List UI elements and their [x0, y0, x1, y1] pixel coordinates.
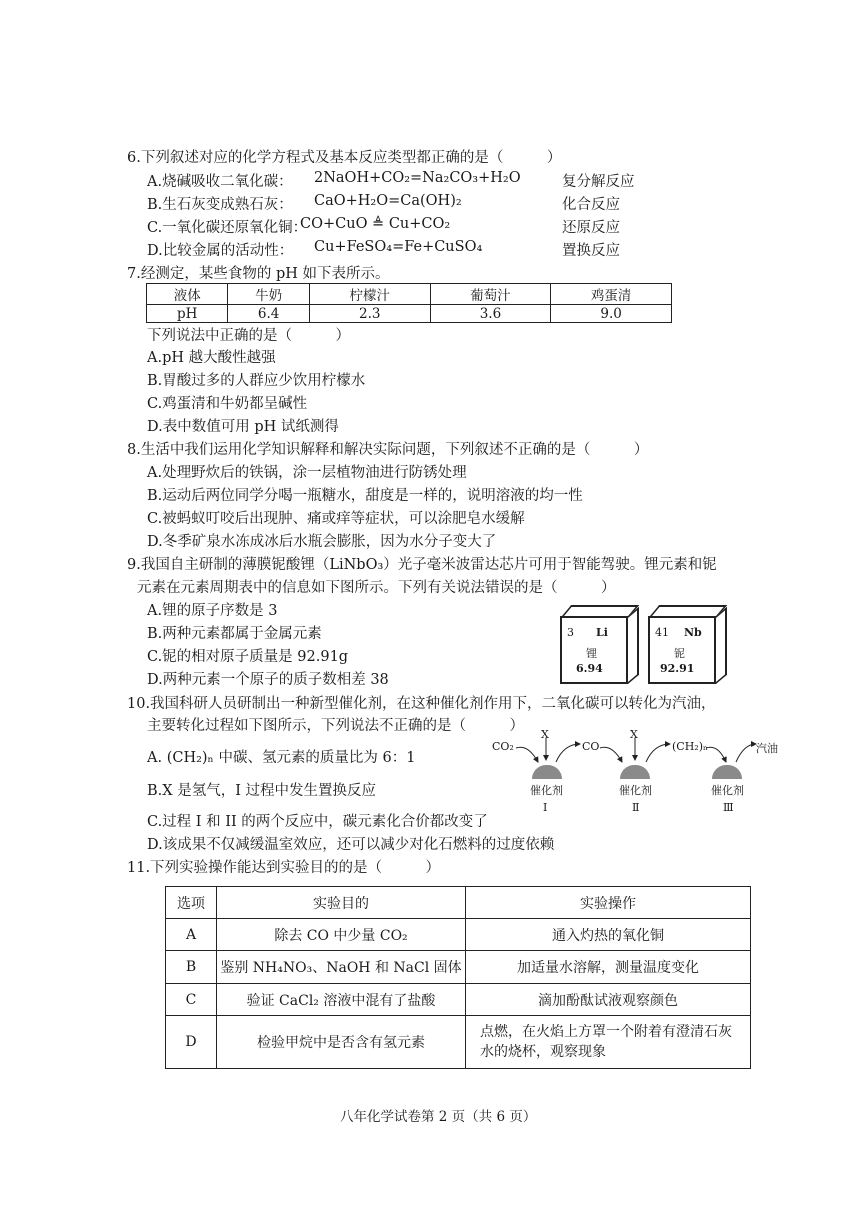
q6-option-c-type: 还原反应 — [562, 220, 620, 236]
catalyst-label-2: 催化剂 — [619, 784, 652, 797]
ch2n-label: (CH₂)ₙ — [672, 740, 708, 753]
experiment-table — [165, 886, 751, 1069]
x1-label: X — [541, 728, 549, 741]
table-row — [166, 919, 751, 951]
q9-option-d: D.两种元素一个原子的质子数相差 38 — [147, 672, 389, 688]
q9-option-b: B.两种元素都属于金属元素 — [147, 626, 322, 642]
table-row — [166, 1016, 751, 1069]
ph-table-cell: 2.3 — [309, 305, 430, 323]
catalyst-label-1: 催化剂 — [530, 784, 563, 797]
q6-stem: 6.下列叙述对应的化学方程式及基本反应类型都正确的是（ ） — [127, 150, 562, 166]
ph-table-header-row — [147, 284, 672, 305]
q11-stem: 11.下列实验操作能达到实验目的的是（ ） — [127, 860, 441, 876]
q6-option-c-equation: CO+CuO ≜ Cu+CO₂ — [300, 216, 451, 232]
table-cell-operation: 加适量水溶解，测量温度变化 — [466, 951, 751, 984]
element-face-nb — [648, 616, 716, 684]
cube-top-face — [562, 605, 639, 616]
q8-option-a: A.处理野炊后的铁锅，涂一层植物油进行防锈处理 — [147, 465, 467, 481]
step-label-3: Ⅲ — [723, 801, 734, 814]
q6-option-d-label: D.比较金属的活动性： — [147, 243, 294, 259]
element-mass: 6.94 — [576, 662, 603, 675]
element-symbol: Li — [596, 626, 608, 639]
co2-label: CO₂ — [492, 740, 514, 753]
element-number: 41 — [655, 626, 669, 639]
table-cell-operation: 通入灼热的氧化铜 — [466, 919, 751, 951]
q9-option-a: A.锂的原子序数是 3 — [147, 603, 278, 619]
ph-table — [146, 283, 672, 323]
ph-table-header: 液体 — [147, 284, 228, 305]
ph-table-header: 牛奶 — [228, 284, 309, 305]
x2-label: X — [630, 728, 638, 741]
catalyst-label-3: 催化剂 — [711, 784, 744, 797]
table-cell-option: A — [166, 919, 217, 951]
q9-stem-line1: 9.我国自主研制的薄膜铌酸锂（LiNbO₃）光子毫米波雷达芯片可用于智能驾驶。锂元素和铌 — [127, 557, 717, 573]
element-number: 3 — [567, 626, 574, 639]
q10-option-b: B.X 是氢气，I 过程中发生置换反应 — [147, 783, 377, 799]
cube-side-face — [716, 607, 727, 684]
ph-table-row — [147, 305, 672, 323]
table-cell-operation: 滴加酚酞试液观察颜色 — [466, 984, 751, 1016]
ph-table-header: 柠檬汁 — [309, 284, 430, 305]
ph-table-cell: pH — [147, 305, 228, 323]
q7-question: 下列说法中正确的是（ ） — [147, 328, 350, 344]
q6-option-b-equation: CaO+H₂O=Ca(OH)₂ — [314, 193, 462, 209]
table-cell-operation: 点燃，在火焰上方罩一个附着有澄清石灰水的烧杯，观察现象 — [466, 1016, 751, 1069]
q6-option-a-type: 复分解反应 — [562, 174, 635, 190]
q6-option-b-type: 化合反应 — [562, 197, 620, 213]
q10-option-c: C.过程 I 和 II 的两个反应中，碳元素化合价都改变了 — [147, 814, 488, 830]
ph-table-header: 鸡蛋清 — [551, 284, 672, 305]
table-cell-option: B — [166, 951, 217, 984]
table-cell-option: C — [166, 984, 217, 1016]
q10-option-d: D.该成果不仅减缓温室效应，还可以减少对化石燃料的过度依赖 — [147, 837, 555, 853]
table-cell-option: D — [166, 1016, 217, 1069]
ph-table-cell: 9.0 — [551, 305, 672, 323]
table-cell-purpose: 验证 CaCl₂ 溶液中混有了盐酸 — [217, 984, 466, 1016]
ph-table-header: 葡萄汁 — [430, 284, 551, 305]
gasoline-label: 汽油 — [756, 742, 778, 755]
q7-option-b: B.胃酸过多的人群应少饮用柠檬水 — [147, 373, 366, 389]
experiment-table-header: 实验目的 — [217, 887, 466, 919]
step-label-1: I — [543, 801, 548, 814]
experiment-table-header: 选项 — [166, 887, 217, 919]
element-symbol: Nb — [684, 626, 702, 639]
table-cell-purpose: 检验甲烷中是否含有氢元素 — [217, 1016, 466, 1069]
q10-option-a: A. (CH₂)ₙ 中碳、氢元素的质量比为 6：1 — [147, 750, 416, 766]
q8-option-c: C.被蚂蚁叮咬后出现肿、痛或痒等症状，可以涂肥皂水缓解 — [147, 511, 525, 527]
table-cell-purpose: 鉴别 NH₄NO₃、NaOH 和 NaCl 固体 — [217, 951, 466, 984]
step-label-2: Ⅱ — [632, 801, 640, 814]
q7-stem: 7.经测定，某些食物的 pH 如下表所示。 — [127, 266, 390, 282]
ph-table-cell: 3.6 — [430, 305, 551, 323]
q6-option-a-equation: 2NaOH+CO₂=Na₂CO₃+H₂O — [314, 170, 521, 186]
q6-option-a-label: A.烧碱吸收二氧化碳： — [147, 174, 293, 190]
q8-option-d: D.冬季矿泉水冻成冰后水瓶会膨胀，因为水分子变大了 — [147, 534, 497, 550]
q9-option-c: C.铌的相对原子质量是 92.91g — [147, 649, 349, 665]
cube-side-face — [628, 607, 639, 684]
q6-option-d-equation: Cu+FeSO₄=Fe+CuSO₄ — [314, 239, 483, 255]
q10-stem-line2: 主要转化过程如下图所示，下列说法不正确的是（ ） — [147, 718, 524, 734]
page-footer: 八年化学试卷第 2 页（共 6 页） — [340, 1109, 537, 1125]
q10-stem-line1: 10.我国科研人员研制出一种新型催化剂，在这种催化剂作用下，二氧化碳可以转化为汽油， — [127, 696, 716, 712]
q6-option-d-type: 置换反应 — [562, 243, 620, 259]
q7-option-c: C.鸡蛋清和牛奶都呈碱性 — [147, 396, 308, 412]
q7-option-a: A.pH 越大酸性越强 — [147, 350, 276, 366]
q6-option-c-label: C.一氧化碳还原氧化铜： — [147, 220, 308, 236]
element-name: 锂 — [586, 647, 597, 660]
q8-option-b: B.运动后两位同学分喝一瓶糖水，甜度是一样的，说明溶液的均一性 — [147, 488, 583, 504]
element-face-li — [560, 616, 628, 684]
element-name: 铌 — [674, 647, 685, 660]
table-row — [166, 984, 751, 1016]
co-label: CO — [582, 740, 600, 753]
q7-option-d: D.表中数值可用 pH 试纸测得 — [147, 419, 339, 435]
experiment-table-header: 实验操作 — [466, 887, 751, 919]
element-mass: 92.91 — [660, 662, 695, 675]
table-row — [166, 951, 751, 984]
q6-option-b-label: B.生石灰变成熟石灰： — [147, 197, 293, 213]
cube-top-face — [650, 605, 727, 616]
table-cell-purpose: 除去 CO 中少量 CO₂ — [217, 919, 466, 951]
experiment-table-header-row — [166, 887, 751, 919]
ph-table-cell: 6.4 — [228, 305, 309, 323]
q8-stem: 8.生活中我们运用化学知识解释和解决实际问题，下列叙述不正确的是（ ） — [127, 442, 649, 458]
q9-stem-line2: 元素在元素周期表中的信息如下图所示。下列有关说法错误的是（ ） — [137, 580, 616, 596]
